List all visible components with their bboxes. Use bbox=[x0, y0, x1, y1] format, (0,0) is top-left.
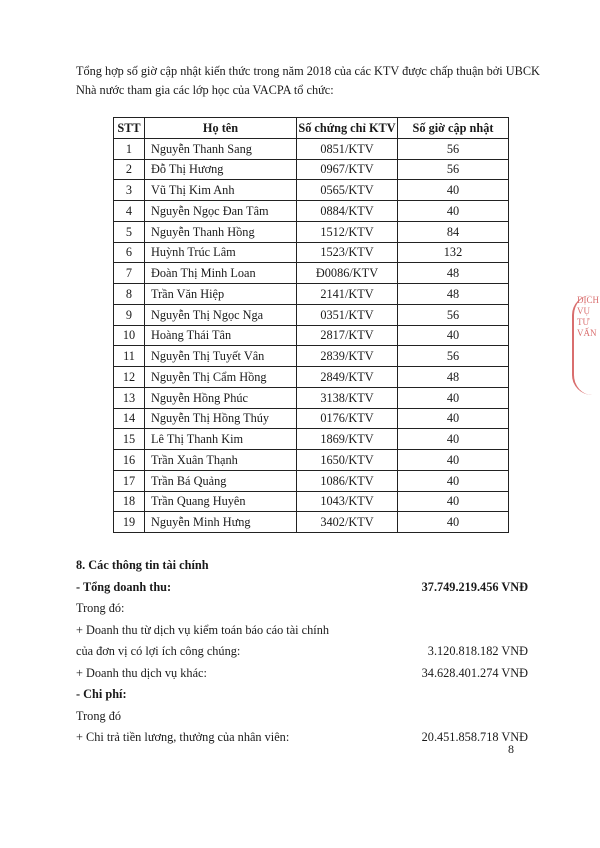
row-cert: 1086/KTV bbox=[297, 470, 398, 491]
row-hours: 40 bbox=[398, 387, 509, 408]
table-row bbox=[114, 159, 509, 180]
row-hours: 40 bbox=[398, 180, 509, 201]
row-name: Vũ Thị Kim Anh bbox=[145, 180, 297, 201]
header-stt: STT bbox=[114, 118, 145, 139]
row-hours: 40 bbox=[398, 491, 509, 512]
row-stt: 7 bbox=[114, 263, 145, 284]
intro-paragraph bbox=[76, 62, 546, 100]
table-row bbox=[114, 346, 509, 367]
table-row bbox=[114, 491, 509, 512]
table-row bbox=[114, 263, 509, 284]
cost-label: - Chi phí: bbox=[76, 687, 127, 701]
row-name: Nguyễn Thị Tuyết Vân bbox=[145, 346, 297, 367]
row-stt: 16 bbox=[114, 450, 145, 471]
row-cert: 1512/KTV bbox=[297, 221, 398, 242]
row-hours: 132 bbox=[398, 242, 509, 263]
intro-line-2: Nhà nước tham gia các lớp học của VACPA tổ chức: bbox=[76, 83, 334, 97]
row-stt: 3 bbox=[114, 180, 145, 201]
row-cert: 3138/KTV bbox=[297, 387, 398, 408]
row-cert: 2839/KTV bbox=[297, 346, 398, 367]
table-row bbox=[114, 180, 509, 201]
row-stt: 10 bbox=[114, 325, 145, 346]
table-row bbox=[114, 284, 509, 305]
row-cert: 3402/KTV bbox=[297, 512, 398, 533]
table-row bbox=[114, 450, 509, 471]
table-row bbox=[114, 201, 509, 222]
row-cert: 0565/KTV bbox=[297, 180, 398, 201]
row-stt: 17 bbox=[114, 470, 145, 491]
row-stt: 1 bbox=[114, 138, 145, 159]
row-cert: 0851/KTV bbox=[297, 138, 398, 159]
row-stt: 15 bbox=[114, 429, 145, 450]
row-name: Nguyễn Thị Cẩm Hồng bbox=[145, 367, 297, 388]
row-name: Hoàng Thái Tân bbox=[145, 325, 297, 346]
table-row bbox=[114, 367, 509, 388]
company-stamp bbox=[572, 295, 600, 395]
row-name: Trần Xuân Thạnh bbox=[145, 450, 297, 471]
table-row bbox=[114, 387, 509, 408]
row-stt: 18 bbox=[114, 491, 145, 512]
table-row bbox=[114, 512, 509, 533]
row-cert: 1650/KTV bbox=[297, 450, 398, 471]
row-hours: 40 bbox=[398, 201, 509, 222]
row-name: Nguyễn Thị Hồng Thúy bbox=[145, 408, 297, 429]
table-header-row bbox=[114, 118, 509, 139]
row-stt: 13 bbox=[114, 387, 145, 408]
other-revenue-value: 34.628.401.274 VNĐ bbox=[421, 665, 528, 680]
row-cert: 2141/KTV bbox=[297, 284, 398, 305]
revenue-label: - Tổng doanh thu: bbox=[76, 579, 172, 594]
table-row bbox=[114, 304, 509, 325]
row-stt: 14 bbox=[114, 408, 145, 429]
salary-label: + Chi trả tiền lương, thưởng của nhân viên: bbox=[76, 730, 290, 744]
row-stt: 11 bbox=[114, 346, 145, 367]
row-cert: 2849/KTV bbox=[297, 367, 398, 388]
row-stt: 8 bbox=[114, 284, 145, 305]
row-name: Nguyễn Thanh Hồng bbox=[145, 221, 297, 242]
row-hours: 84 bbox=[398, 221, 509, 242]
row-stt: 19 bbox=[114, 512, 145, 533]
revenue-value: 37.749.219.456 VNĐ bbox=[421, 579, 528, 594]
audit-revenue-value: 3.120.818.182 VNĐ bbox=[427, 644, 528, 658]
header-hours: Số giờ cập nhật bbox=[398, 118, 509, 139]
salary-value: 20.451.858.718 VNĐ bbox=[421, 730, 528, 744]
page-number: 8 bbox=[508, 742, 514, 756]
intro-line-1: Tổng hợp số giờ cập nhật kiến thức trong năm 2018 của các KTV được chấp thuận bởi UBCK bbox=[76, 64, 540, 78]
header-name: Họ tên bbox=[145, 118, 297, 139]
other-revenue-label: + Doanh thu dịch vụ khác: bbox=[76, 665, 207, 680]
row-cert: 0884/KTV bbox=[297, 201, 398, 222]
row-name: Trần Văn Hiệp bbox=[145, 284, 297, 305]
row-name: Nguyễn Ngọc Đan Tâm bbox=[145, 201, 297, 222]
finance-heading: 8. Các thông tin tài chính bbox=[76, 558, 209, 572]
row-cert: 0351/KTV bbox=[297, 304, 398, 325]
row-hours: 40 bbox=[398, 470, 509, 491]
row-stt: 2 bbox=[114, 159, 145, 180]
row-name: Nguyễn Thị Ngọc Nga bbox=[145, 304, 297, 325]
row-hours: 48 bbox=[398, 284, 509, 305]
row-hours: 40 bbox=[398, 408, 509, 429]
row-hours: 56 bbox=[398, 304, 509, 325]
row-cert: 2817/KTV bbox=[297, 325, 398, 346]
finance-section bbox=[76, 555, 528, 749]
row-hours: 56 bbox=[398, 138, 509, 159]
row-hours: 40 bbox=[398, 429, 509, 450]
row-name: Nguyễn Minh Hưng bbox=[145, 512, 297, 533]
row-cert: 1523/KTV bbox=[297, 242, 398, 263]
ktv-hours-table bbox=[113, 117, 509, 533]
row-hours: 40 bbox=[398, 325, 509, 346]
row-name: Nguyễn Thanh Sang bbox=[145, 138, 297, 159]
row-name: Nguyễn Hồng Phúc bbox=[145, 387, 297, 408]
table-row bbox=[114, 470, 509, 491]
stamp-text: DỊCH VỤ TƯ VẤN bbox=[577, 295, 599, 338]
row-name: Đoàn Thị Minh Loan bbox=[145, 263, 297, 284]
row-stt: 6 bbox=[114, 242, 145, 263]
row-cert: 0176/KTV bbox=[297, 408, 398, 429]
row-stt: 5 bbox=[114, 221, 145, 242]
row-hours: 40 bbox=[398, 450, 509, 471]
in-which-label-2: Trong đó bbox=[76, 708, 121, 723]
row-name: Trần Bá Quảng bbox=[145, 470, 297, 491]
row-stt: 9 bbox=[114, 304, 145, 325]
row-stt: 4 bbox=[114, 201, 145, 222]
row-hours: 56 bbox=[398, 346, 509, 367]
row-stt: 12 bbox=[114, 367, 145, 388]
row-cert: 1043/KTV bbox=[297, 491, 398, 512]
audit-revenue-label-2: của đơn vị có lợi ích công chúng: bbox=[76, 644, 241, 658]
row-name: Huỳnh Trúc Lâm bbox=[145, 242, 297, 263]
header-cert: Số chứng chỉ KTV bbox=[297, 118, 398, 139]
row-cert: 0967/KTV bbox=[297, 159, 398, 180]
row-name: Lê Thị Thanh Kim bbox=[145, 429, 297, 450]
table-row bbox=[114, 221, 509, 242]
row-hours: 48 bbox=[398, 367, 509, 388]
row-cert: 1869/KTV bbox=[297, 429, 398, 450]
row-name: Trần Quang Huyên bbox=[145, 491, 297, 512]
row-name: Đỗ Thị Hương bbox=[145, 159, 297, 180]
in-which-label: Trong đó: bbox=[76, 601, 125, 615]
audit-revenue-label-1: + Doanh thu từ dịch vụ kiểm toán báo cáo tài chính bbox=[76, 622, 329, 637]
table-row bbox=[114, 429, 509, 450]
row-hours: 48 bbox=[398, 263, 509, 284]
table-row bbox=[114, 242, 509, 263]
row-hours: 40 bbox=[398, 512, 509, 533]
row-hours: 56 bbox=[398, 159, 509, 180]
table-row bbox=[114, 408, 509, 429]
row-cert: Đ0086/KTV bbox=[297, 263, 398, 284]
table-row bbox=[114, 138, 509, 159]
table-row bbox=[114, 325, 509, 346]
